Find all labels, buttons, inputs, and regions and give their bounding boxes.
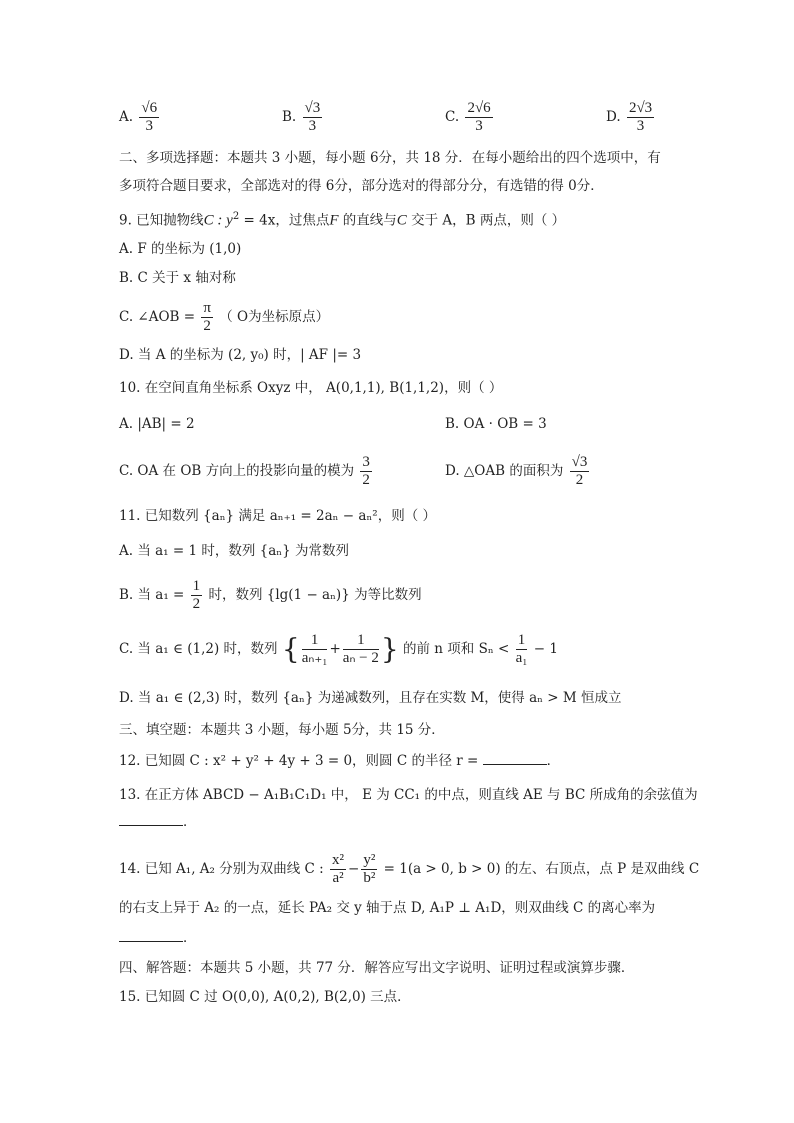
fraction-numerator: π: [203, 300, 211, 316]
fraction-numerator: √6: [141, 100, 158, 116]
section-4-heading: 四、解答题：本题共 5 小题，共 77 分．解答应写出文字说明、证明过程或演算步骤．: [119, 960, 635, 976]
fraction-denominator: aₙ − 2: [342, 650, 379, 666]
fraction-numerator: √3: [571, 454, 588, 470]
q9-math: F: [329, 212, 339, 229]
fraction-numerator: 1: [343, 632, 379, 650]
q10-option-a: A. |AB| = 2: [119, 416, 195, 432]
q10c-text: C. OA 在 OB 方向上的投影向量的模为: [119, 463, 355, 479]
q9-option-c: [119, 300, 329, 335]
period: ．: [546, 753, 561, 769]
question-10-stem: 10. 在空间直角坐标系 Oxyz 中， A(0,1,1), B(1,1,2)，则（ ）: [119, 380, 503, 396]
q9c-note: （ O为坐标原点）: [219, 309, 330, 325]
q10d-fraction: [570, 454, 590, 489]
q11c-fraction-3: [516, 632, 528, 667]
answer-blank[interactable]: [119, 929, 183, 942]
q9-text: 的直线与: [338, 212, 397, 229]
q14-fraction-2: [361, 852, 377, 887]
fraction-denominator: a₁: [515, 650, 528, 666]
fraction-numerator: 2√3: [628, 100, 653, 116]
period: ．: [183, 930, 197, 946]
q11-option-a: A. 当 a₁ = 1 时，数列 {aₙ} 为常数列: [119, 543, 350, 559]
q11b-text: B. 当 a₁ =: [119, 587, 185, 603]
option-label: C.: [445, 109, 460, 125]
q10d-text: D. △OAB 的面积为: [445, 463, 564, 479]
question-12: [119, 751, 560, 771]
question-13-line-1: 13. 在正方体 ABCD − A₁B₁C₁D₁ 中， E 为 CC₁ 的中点，则直线 AE 与 BC 所成角的余弦值为: [119, 787, 698, 803]
q8-option-a: [119, 100, 161, 135]
q12-text: 12. 已知圆 C : x² + y² + 4y + 3 = 0，则圆 C 的半径 r =: [119, 753, 479, 769]
fraction-denominator: 3: [636, 118, 645, 134]
question-14-line-3: [119, 928, 197, 948]
fraction-numerator: √3: [304, 100, 321, 116]
question-9-stem: 9. 已知抛物线C : $y^2 = 4x$，过焦点F 的直线与C 交于 A，B 两点，则（ ）: [119, 211, 566, 229]
q11c-text: C. 当 a₁ ∈ (1,2) 时，数列: [119, 641, 278, 657]
q9-text: = 4x，过焦点: [239, 212, 330, 229]
option-fraction: [465, 100, 492, 135]
option-label: B.: [282, 109, 297, 125]
q9c-text: C. ∠AOB =: [119, 309, 196, 325]
option-fraction: [303, 100, 323, 135]
fraction-denominator: 3: [145, 118, 153, 134]
fraction-denominator: b²: [363, 870, 376, 886]
left-brace: {: [281, 632, 300, 666]
fraction-numerator: 3: [362, 454, 370, 470]
q10c-fraction: [360, 454, 372, 489]
option-fraction: [627, 100, 654, 135]
section-2-line-2: 多项符合题目要求，全部选对的得 6分，部分选对的得部分分，有选错的得 0分．: [119, 178, 604, 194]
q14-fraction-1: [330, 852, 346, 887]
q11-option-b: [119, 578, 422, 613]
fraction-numerator: x²: [332, 852, 345, 868]
answer-blank[interactable]: [483, 752, 547, 765]
fraction-numerator: 1: [302, 632, 328, 650]
q11c-text-2: 的前 n 项和 Sₙ <: [403, 641, 510, 657]
minus-sign: −: [348, 861, 360, 877]
question-13-line-2: [119, 812, 197, 832]
option-label: D.: [606, 109, 621, 125]
fraction-numerator: 1: [516, 632, 528, 650]
q11b-fraction: [191, 578, 203, 613]
question-14-line-1: [119, 852, 699, 887]
option-fraction: [139, 100, 159, 135]
option-label: A.: [119, 109, 134, 125]
q11c-fraction-1: [302, 632, 328, 667]
q11b-text-2: 时，数列 {lg(1 − aₙ)} 为等比数列: [208, 587, 422, 603]
q10-option-b: B. OA · OB = 3: [445, 416, 547, 432]
q9c-fraction: [201, 300, 213, 335]
fraction-denominator: 2: [575, 472, 584, 488]
question-15: 15. 已知圆 C 过 O(0,0), A(0,2), B(2,0) 三点．: [119, 989, 411, 1005]
q11-option-d: D. 当 a₁ ∈ (2,3) 时，数列 {aₙ} 为递减数列，且存在实数 M，使得 aₙ > M 恒成立: [119, 690, 622, 706]
fraction-denominator: a²: [332, 870, 344, 886]
q8-option-c: [445, 100, 495, 135]
fraction-denominator: 3: [308, 118, 317, 134]
q9-math: C : y: [203, 212, 233, 229]
q11c-fraction-2: [343, 632, 379, 667]
fraction-denominator: 3: [475, 118, 483, 134]
right-brace: }: [380, 632, 399, 666]
section-3-heading: 三、填空题：本题共 3 小题，每小题 5分，共 15 分．: [119, 722, 445, 738]
q11-option-c: C. 当 a₁ ∈ (1,2) 时，数列 { $\frac{1}{\text{aₙ₊₁}}$ + $\frac{1}{\text{aₙ − 2}}$ } 的前 n 项和 Sₙ < $\frac{1}{\text{a₁}}$ − 1: [119, 632, 558, 666]
fraction-denominator: 2: [203, 318, 211, 334]
q9-option-d: D. 当 A 的坐标为 (2, y₀) 时，| AF |= 3: [119, 347, 362, 363]
answer-blank[interactable]: [119, 813, 183, 826]
fraction-denominator: aₙ₊₁: [301, 650, 328, 666]
q14-text-2: = 1(a > 0, b > 0) 的左、右顶点，点 P 是双曲线 C: [383, 861, 700, 877]
q11c-text-3: − 1: [533, 641, 558, 657]
fraction-denominator: 2: [192, 596, 201, 612]
fraction-numerator: 2√6: [467, 100, 491, 116]
q9-option-b: B. C 关于 x 轴对称: [119, 270, 236, 286]
q8-option-d: [606, 100, 656, 135]
fraction-numerator: y²: [363, 852, 376, 868]
q14-text: 14. 已知 A₁, A₂ 分别为双曲线 C :: [119, 861, 324, 877]
q9-text: 交于 A，B 两点，则（ ）: [406, 212, 566, 229]
fraction-denominator: 2: [362, 472, 370, 488]
period: ．: [183, 814, 197, 830]
q10-option-c: [119, 454, 374, 489]
q8-option-b: [282, 100, 324, 135]
section-2-line-1: 二、多项选择题：本题共 3 小题，每小题 6分，共 18 分．在每小题给出的四个选项中，有: [119, 150, 661, 166]
question-14-line-2: 的右支上异于 A₂ 的一点，延长 PA₂ 交 y 轴于点 D, A₁P ⊥ A₁D，则双曲线 C 的离心率为: [119, 900, 656, 916]
q9-text: 9. 已知抛物线: [119, 212, 204, 229]
q9-option-a: A. F 的坐标为 (1,0): [119, 241, 242, 257]
fraction-numerator: 1: [192, 578, 201, 594]
question-11-stem: 11. 已知数列 {aₙ} 满足 aₙ₊₁ = 2aₙ − aₙ²，则（ ）: [119, 508, 436, 524]
q10-option-d: [445, 454, 591, 489]
q9-math: C: [396, 212, 407, 229]
